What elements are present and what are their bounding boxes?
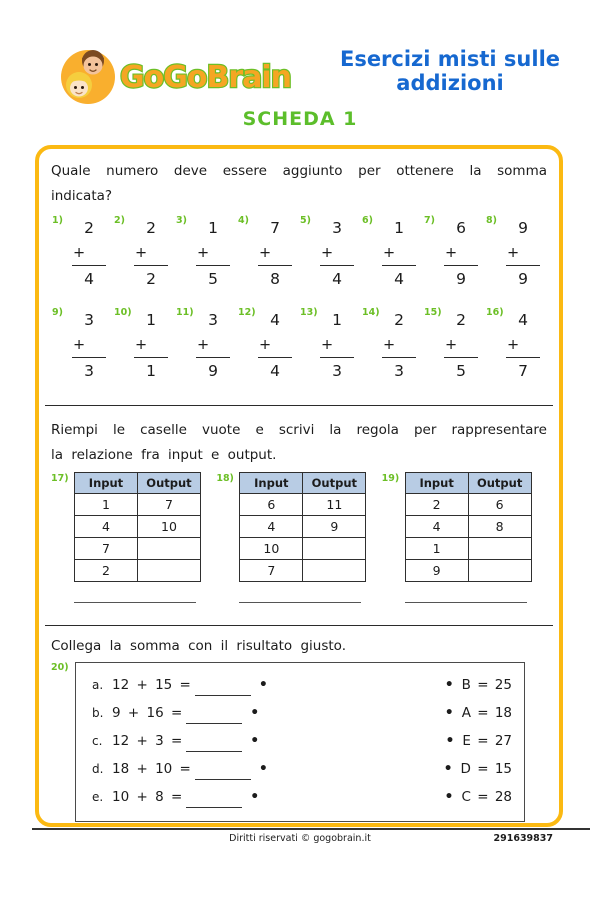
item-letter: d.	[92, 761, 104, 776]
missing-addend-blank[interactable]	[72, 245, 106, 266]
addend-value: 9	[518, 218, 528, 237]
missing-addend-blank[interactable]	[444, 245, 478, 266]
sum-value: 8	[270, 269, 280, 288]
plus-sign: +	[135, 244, 148, 261]
problem-number: 7)	[424, 214, 435, 226]
table-cell: 4	[405, 515, 468, 537]
connector-dot-right[interactable]: •	[444, 676, 454, 693]
sum-expression: 12 + 3 =	[112, 732, 183, 749]
problem-body	[196, 309, 230, 380]
addend-value: 4	[270, 310, 280, 329]
table-header-cell: Output	[138, 472, 201, 493]
plus-sign: +	[383, 336, 396, 353]
connector-dot-left[interactable]: •	[250, 704, 260, 721]
problem-number: 3)	[176, 214, 187, 226]
sum-value: 7	[518, 361, 528, 380]
match-answer-group	[445, 705, 512, 721]
table-cell-empty[interactable]	[303, 537, 366, 559]
sum-value: 9	[456, 269, 466, 288]
table-number: 17)	[51, 472, 69, 484]
section-divider	[45, 405, 553, 406]
missing-addend-blank[interactable]	[196, 337, 230, 358]
sum-answer-blank[interactable]	[195, 679, 251, 696]
io-table-group	[51, 472, 216, 603]
table-cell: 4	[75, 515, 138, 537]
connector-dot-right[interactable]: •	[444, 704, 454, 721]
table-row	[240, 537, 366, 559]
connector-dot-right[interactable]: •	[444, 788, 454, 805]
exercise-box	[35, 145, 563, 827]
problem-body	[506, 309, 540, 380]
addend-value: 1	[394, 218, 404, 237]
plus-sign: +	[507, 244, 520, 261]
problem-body	[258, 309, 292, 380]
sum-value: 2	[146, 269, 156, 288]
problem-number: 11)	[176, 306, 194, 318]
problem-body	[382, 217, 416, 288]
match-answer-group	[445, 677, 512, 693]
sum-value: 4	[84, 269, 94, 288]
missing-addend-blank[interactable]	[320, 245, 354, 266]
table-row	[240, 515, 366, 537]
missing-addend-blank[interactable]	[258, 337, 292, 358]
table-row	[75, 559, 201, 581]
match-answer-group	[445, 789, 512, 805]
connector-dot-left[interactable]: •	[250, 732, 260, 749]
match-answer: D = 15	[460, 760, 512, 777]
table-cell-empty[interactable]	[468, 537, 531, 559]
addend-value: 2	[84, 218, 94, 237]
item-letter: e.	[92, 789, 104, 804]
missing-addend-blank[interactable]	[134, 245, 168, 266]
addend-value: 3	[208, 310, 218, 329]
table-cell: 9	[303, 515, 366, 537]
problem-body	[72, 309, 106, 380]
addition-problem	[423, 306, 485, 387]
table-cell: 1	[405, 537, 468, 559]
table-cell: 10	[240, 537, 303, 559]
addend-value: 2	[394, 310, 404, 329]
addend-value: 2	[146, 218, 156, 237]
plus-sign: +	[73, 244, 86, 261]
item-letter: c.	[92, 733, 103, 748]
problem-body	[196, 217, 230, 288]
connector-dot-right[interactable]: •	[445, 732, 455, 749]
table-number: 18)	[216, 472, 234, 484]
addend-value: 4	[518, 310, 528, 329]
table-row	[240, 493, 366, 515]
sheet-label: SCHEDA 1	[242, 108, 358, 130]
missing-addend-blank[interactable]	[320, 337, 354, 358]
addition-problem	[175, 214, 237, 295]
title-line-2: addizioni	[396, 70, 504, 95]
table-cell: 7	[138, 493, 201, 515]
sum-value: 3	[332, 361, 342, 380]
sum-answer-blank[interactable]	[186, 735, 242, 752]
match-row	[92, 783, 512, 811]
addend-value: 3	[332, 218, 342, 237]
match-row	[92, 699, 512, 727]
problem-body	[382, 309, 416, 380]
table-cell-empty[interactable]	[138, 537, 201, 559]
sum-value: 4	[270, 361, 280, 380]
table-row	[405, 515, 531, 537]
problem-body	[444, 217, 478, 288]
table-cell: 7	[75, 537, 138, 559]
instruction-line: indicata?	[51, 187, 113, 204]
addend-value: 7	[270, 218, 280, 237]
sum-expression: 10 + 8 =	[112, 788, 183, 805]
problem-number: 4)	[238, 214, 249, 226]
table-row	[75, 515, 201, 537]
match-answer-group	[444, 761, 512, 777]
table-header-row	[75, 472, 201, 493]
missing-addend-blank[interactable]	[506, 245, 540, 266]
addition-problem	[485, 214, 547, 295]
input-output-table	[405, 472, 532, 582]
match-row	[92, 671, 512, 699]
table-cell: 7	[240, 559, 303, 581]
sum-value: 3	[394, 361, 404, 380]
missing-addend-blank[interactable]	[444, 337, 478, 358]
plus-sign: +	[445, 244, 458, 261]
missing-addend-blank[interactable]	[506, 337, 540, 358]
plus-sign: +	[259, 336, 272, 353]
sum-answer-blank[interactable]	[186, 707, 242, 724]
io-tables-row	[51, 472, 547, 603]
problem-number: 16)	[486, 306, 504, 318]
instruction-line: la relazione fra input e output.	[51, 446, 277, 463]
plus-sign: +	[321, 244, 334, 261]
footer-copyright: Diritti riservati © gogobrain.it	[229, 833, 371, 844]
addition-problem	[485, 306, 547, 387]
logo-text: GoGoBrain	[120, 60, 292, 95]
match-answer: E = 27	[462, 732, 512, 749]
plus-sign: +	[445, 336, 458, 353]
missing-addend-blank[interactable]	[72, 337, 106, 358]
exercise-number: 20)	[51, 661, 69, 673]
problem-number: 9)	[52, 306, 63, 318]
addition-problem	[51, 306, 113, 387]
footer-divider	[32, 828, 590, 830]
page-title	[318, 48, 582, 95]
gogobrain-logo	[58, 44, 306, 106]
problem-body	[134, 217, 168, 288]
sum-value: 5	[208, 269, 218, 288]
connector-dot-right[interactable]: •	[443, 760, 453, 777]
sum-answer-blank[interactable]	[195, 763, 251, 780]
addition-problem	[237, 306, 299, 387]
sum-expression: 9 + 16 =	[112, 704, 183, 721]
addition-problem	[175, 306, 237, 387]
rule-answer-line[interactable]	[405, 602, 527, 603]
match-answer: B = 25	[461, 676, 512, 693]
missing-addend-blank[interactable]	[196, 245, 230, 266]
match-row	[92, 727, 512, 755]
table-header-cell: Output	[468, 472, 531, 493]
matching-box	[75, 662, 525, 822]
table-row	[75, 537, 201, 559]
table-cell-empty[interactable]	[303, 559, 366, 581]
sum-value: 9	[518, 269, 528, 288]
problem-body	[320, 217, 354, 288]
problem-number: 13)	[300, 306, 318, 318]
table-header-cell: Input	[405, 472, 468, 493]
problem-number: 2)	[114, 214, 125, 226]
plus-sign: +	[197, 336, 210, 353]
plus-sign: +	[321, 336, 334, 353]
sum-value: 9	[208, 361, 218, 380]
problem-body	[258, 217, 292, 288]
addition-problem	[113, 306, 175, 387]
problems-row-2	[51, 306, 547, 387]
addend-value: 3	[84, 310, 94, 329]
section1-instruction	[51, 159, 547, 209]
table-number: 19)	[381, 472, 400, 484]
problem-number: 15)	[424, 306, 442, 318]
sum-expression: 18 + 10 =	[112, 760, 191, 777]
match-answer: C = 28	[461, 788, 512, 805]
sum-value: 4	[394, 269, 404, 288]
io-table-group	[382, 472, 547, 603]
matching-exercise	[51, 662, 547, 822]
addend-value: 1	[146, 310, 156, 329]
addition-problem	[51, 214, 113, 295]
footer-code: 291639837	[493, 833, 553, 844]
io-table-group	[216, 472, 381, 603]
gogobrain-kids-logo-icon	[58, 44, 118, 106]
problems-row-1	[51, 214, 547, 295]
missing-addend-blank[interactable]	[134, 337, 168, 358]
input-output-table	[239, 472, 366, 582]
plus-sign: +	[135, 336, 148, 353]
missing-addend-blank[interactable]	[382, 245, 416, 266]
addition-problem	[423, 214, 485, 295]
addition-problem	[113, 214, 175, 295]
addend-value: 1	[208, 218, 218, 237]
table-row	[405, 537, 531, 559]
problem-number: 5)	[300, 214, 311, 226]
connector-dot-left[interactable]: •	[250, 788, 260, 805]
connector-dot-left[interactable]: •	[258, 676, 268, 693]
input-output-table	[74, 472, 201, 582]
table-cell-empty[interactable]	[138, 559, 201, 581]
plus-sign: +	[197, 244, 210, 261]
plus-sign: +	[73, 336, 86, 353]
table-row	[240, 559, 366, 581]
match-answer-group	[445, 733, 512, 749]
problem-body	[320, 309, 354, 380]
missing-addend-blank[interactable]	[382, 337, 416, 358]
table-cell: 6	[468, 493, 531, 515]
problem-body	[134, 309, 168, 380]
sum-value: 3	[84, 361, 94, 380]
instruction-line: Quale numero deve essere aggiunto per ottenere la somma	[51, 163, 547, 179]
connector-dot-left[interactable]: •	[258, 760, 268, 777]
problem-body	[72, 217, 106, 288]
sum-value: 1	[146, 361, 156, 380]
table-cell: 1	[75, 493, 138, 515]
problem-body	[506, 217, 540, 288]
table-cell: 2	[75, 559, 138, 581]
rule-answer-line[interactable]	[74, 602, 196, 603]
table-cell: 4	[240, 515, 303, 537]
title-line-1: Esercizi misti sulle	[339, 47, 561, 71]
sum-value: 5	[456, 361, 466, 380]
addend-value: 2	[456, 310, 466, 329]
problem-number: 12)	[238, 306, 256, 318]
addend-value: 6	[456, 218, 466, 237]
problem-number: 8)	[486, 214, 497, 226]
problem-number: 1)	[52, 214, 63, 226]
table-row	[405, 559, 531, 581]
problem-body	[444, 309, 478, 380]
table-header-cell: Input	[75, 472, 138, 493]
match-answer: A = 18	[461, 704, 512, 721]
sum-answer-blank[interactable]	[186, 791, 242, 808]
rule-answer-line[interactable]	[239, 602, 361, 603]
table-header-row	[240, 472, 366, 493]
table-cell: 11	[303, 493, 366, 515]
table-row	[405, 493, 531, 515]
table-row	[75, 493, 201, 515]
table-header-row	[405, 472, 531, 493]
table-header-cell: Input	[240, 472, 303, 493]
table-cell: 8	[468, 515, 531, 537]
sum-value: 4	[332, 269, 342, 288]
section3-instruction: Collega la somma con il risultato giusto.	[51, 637, 346, 654]
addition-problem	[299, 214, 361, 295]
problem-number: 14)	[362, 306, 380, 318]
section2-instruction	[51, 418, 547, 468]
table-cell: 6	[240, 493, 303, 515]
problem-number: 6)	[362, 214, 373, 226]
plus-sign: +	[507, 336, 520, 353]
addend-value: 1	[332, 310, 342, 329]
table-cell: 2	[405, 493, 468, 515]
section-divider	[45, 625, 553, 626]
problem-number: 10)	[114, 306, 132, 318]
logo-wordmark	[118, 52, 306, 98]
plus-sign: +	[383, 244, 396, 261]
addition-problem	[361, 214, 423, 295]
table-cell: 10	[138, 515, 201, 537]
addition-problem	[299, 306, 361, 387]
missing-addend-blank[interactable]	[258, 245, 292, 266]
table-cell-empty[interactable]	[468, 559, 531, 581]
addition-problem	[237, 214, 299, 295]
item-letter: a.	[92, 677, 104, 692]
sum-expression: 12 + 15 =	[112, 676, 191, 693]
match-row	[92, 755, 512, 783]
table-cell: 9	[405, 559, 468, 581]
plus-sign: +	[259, 244, 272, 261]
instruction-line: Riempi le caselle vuote e scrivi la regola per rappresentare	[51, 421, 547, 438]
item-letter: b.	[92, 705, 104, 720]
table-header-cell: Output	[303, 472, 366, 493]
addition-problem	[361, 306, 423, 387]
